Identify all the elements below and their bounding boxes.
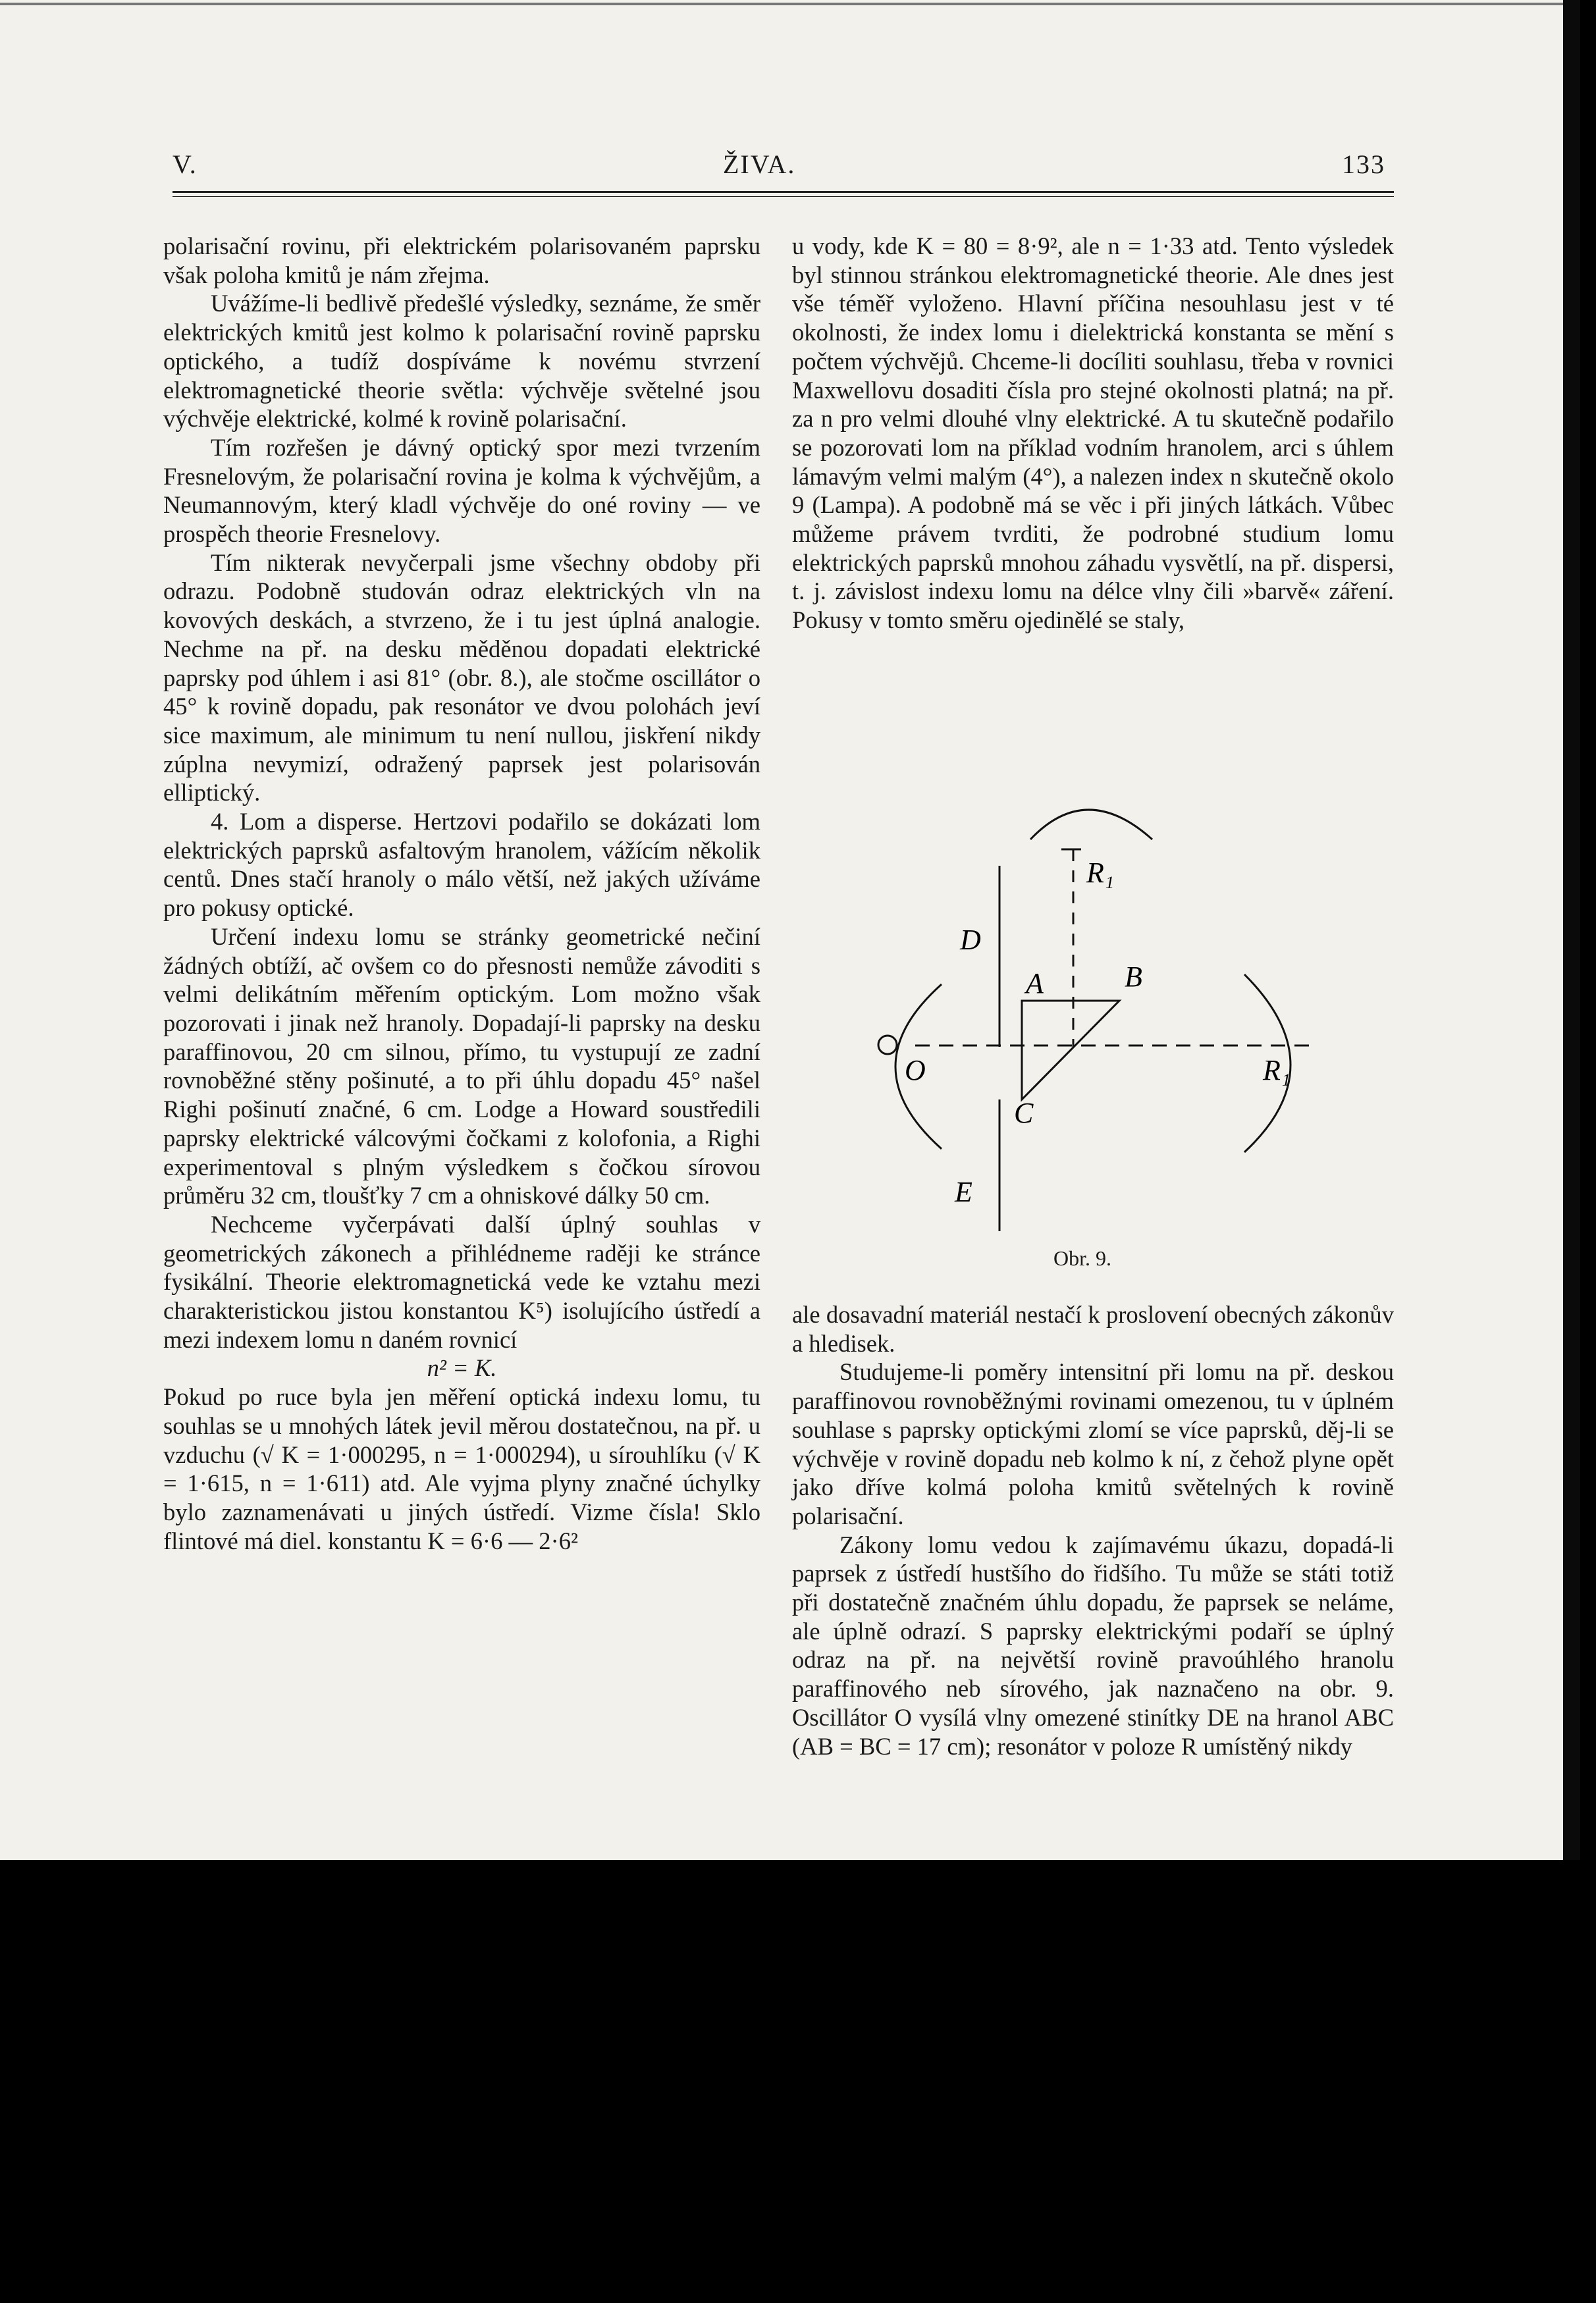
label-e: E [955,1176,972,1208]
paragraph: polarisační rovinu, při elektrickém polarisovaném paprsku však poloha kmitů je nám zřejma. [163,232,760,288]
header-rule-thin [173,196,1394,197]
top-arc [1030,810,1152,839]
paragraph: Nechceme vyčerpávati další úplný souhlas v geometrických zákonech a přihlédneme raději ke stránce fysikální. Theorie elektromagnetická vede ke vztahu mezi charakteristickou jistou konstantou K⁵) isolujícího ústředí a mezi indexem lomu n daném rovnicí [163,1210,760,1353]
journal-title: ŽIVA. [723,149,796,179]
paragraph: u vody, kde K = 80 = 8·9², ale n = 1·33 atd. Tento výsledek byl stinnou stránkou elektromagnetické theorie. Ale dnes jest vše téměř vyloženo. Hlavní příčina nesouhlasu jest v té okolnosti, že index lomu i dielektrická konstanta se mění s počtem výchvějů. Chceme-li docíliti souhlasu, třeba v rovnici Maxwellovu dosaditi čísla pro stejné okolnosti platná; na př. za n pro velmi dlouhé vlny elektrické. A tu skutečně podařilo se pozorovati lom na příklad vodním hranolem, arci s úhlem lámavým velmi malým (4°), a nalezen index n skutečně okolo 9 (Lampa). A podobně má se věc i při jiných látkách. Vůbec můžeme právem tvrditi, že podrobné studium lomu elektrických paprsků mnohou záhadu vysvětlí, na př. dispersi, t. j. závislost indexu lomu na délce vlny čili »barvě« záření. Pokusy v tomto směru ojedinělé se staly, [792,232,1394,634]
right-column-bottom [792,1300,1394,1760]
scan-right-edge [1563,0,1580,1860]
label-o: O [905,1054,926,1086]
paragraph: Tím rozřešen je dávný optický spor mezi tvrzením Fresnelovým, že polarisační rovina je kolma k výchvějům, a Neumannovým, který kladl výchvěje do oné roviny — ve prospěch theorie Fresnelovy. [163,433,760,548]
volume-number: V. [173,149,198,179]
label-d: D [960,924,981,956]
paragraph: Tím nikterak nevyčerpali jsme všechny obdoby při odrazu. Podobně studován odraz elektrických vln na kovových deskách, a stvrzeno, že i tu jest úplná analogie. Nechme na př. na desku měděnou dopadati elektrické paprsky pod úhlem i asi 81° (obr. 8.), ale stočme oscillátor o 45° k rovině dopadu, pak resonátor ve dvou polohách jeví sice maximum, ale minimum tu není nullou, jiskření nikdy zúplna nevymizí, odražený paprsek jest polarisován elliptický. [163,548,760,807]
paragraph: Pokud po ruce byla jen měření optická indexu lomu, tu souhlas se u mnohých látek jevil měrou dostatečnou, na př. u vzduchu (√ K = 1·000295, n = 1·000294), u sírouhlíku (√ K = 1·615, n = 1·611) atd. Ale vyjma plyny značné úchylky bylo zaznamenávati u jiných ústředí. Vizme čísla! Sklo flintové má diel. konstantu K = 6·6 — 2·6² [163,1383,760,1554]
paragraph: Uvážíme-li bedlivě předešlé výsledky, seznáme, že směr elektrických kmitů jest kolmo k polarisační rovině paprsku optického, a tudíž dospíváme k novému stvrzení elektromagnetické theorie světla: výchvěje světelné jsou výchvěje elektrické, kolmé k rovině polarisační. [163,290,760,433]
top-edge-line [0,3,1580,5]
equation: n² = K. [427,1354,497,1382]
paragraph: Zákony lomu vedou k zajímavému úkazu, dopadá-li paprsek z ústředí hustšího do řidšího. Tu může se státi totiž při dostatečně značném úhlu dopadu, že paprsek se neláme, ale úplně odrazí. S paprsky elektrickými podaří se úplný odraz na př. na největší rovině pravoúhlého hranolu paraffinového neb sírového, jak naznačeno na obr. 9. Oscillátor O vysílá vlny omezené stinítky DE na hranol ABC (AB = BC = 17 cm); resonátor v poloze R umístěný nikdy [792,1531,1394,1760]
paragraph: 4. Lom a disperse. Hertzovi podařilo se dokázati lom elektrických paprsků asfaltovým hranolem, vážícím několik centů. Dnes stačí hranoly o málo větší, než jakých užíváme pro pokusy optické. [163,808,760,922]
paragraph: ale dosavadní materiál nestačí k proslovení obecných zákonův a hledisek. [792,1301,1394,1357]
label-r1-right: R₁ [1263,1054,1291,1086]
left-column [163,232,760,1555]
refraction-diagram [849,803,1323,1238]
page-number: 133 [1342,149,1385,179]
label-a: A [1026,967,1044,999]
figure-caption: Obr. 9. [1053,1246,1111,1270]
right-column-top [792,232,1394,635]
label-c: C [1014,1097,1034,1129]
prism-abc [1022,1001,1119,1099]
label-r1-top: R₁ [1086,857,1115,889]
header-rule [173,191,1394,193]
scan-black-border [0,1860,1596,2303]
paragraph: Studujeme-li poměry intensitní při lomu na př. deskou paraffinovou rovnoběžnými rovinami omezenou, tu v úplném souhlase s paprsky optickými zlomí se více paprsků, děj-li se výchvěje v rovině dopadu neb kolmo k ní, z čehož plyne opět jako dříve kolmá poloha kmitů světelných k rovině polarisační. [792,1358,1394,1529]
paragraph: Určení indexu lomu se stránky geometrické nečiní žádných obtíží, ač ovšem co do přesnosti nemůže závoditi s velmi delikátním měřením optickým. Lom možno však pozorovati i jinak než hranoly. Dopadají-li paprsky na desku paraffinovou, 20 cm silnou, přímo, tu vystupují ze zadní rovnoběžné stěny pošinuté, a to při úhlu dopadu 45° našel Righi pošinutí značné, 6 cm. Lodge a Howard soustředili paprsky elektrické válcovými čočkami z kolofonia, a Righi experimentoval s plným výsledkem s čočkou sírovou průměru 32 cm, tloušťky 7 cm a ohniskové dálky 50 cm. [163,922,760,1209]
oscillator-circle [878,1036,897,1054]
label-b: B [1125,961,1142,993]
